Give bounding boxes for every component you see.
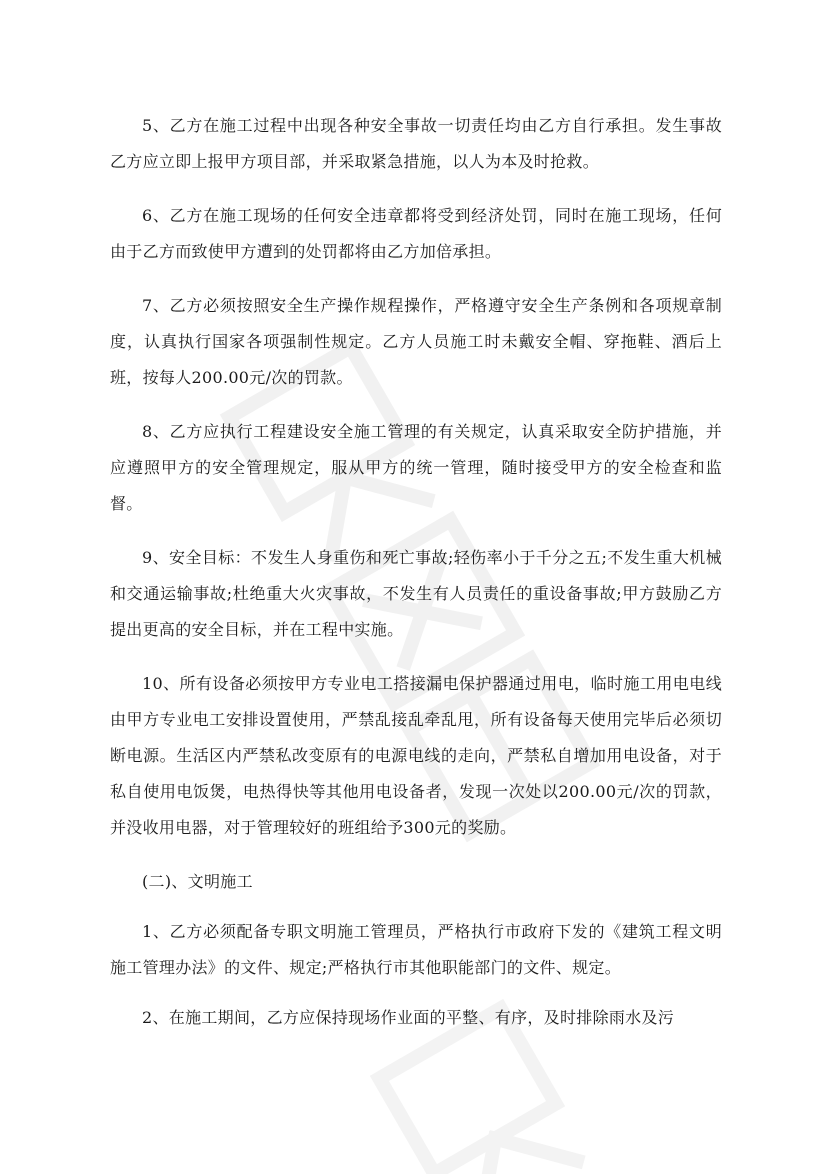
section-heading-civilized-construction: (二)、文明施工 [142,872,253,891]
clause-civilized-1: 1、乙方必须配备专职文明施工管理员，严格执行市政府下发的《建筑工程文明施工管理办法》的文件、规定;严格执行市其他职能部门的文件、规定。 [110,922,722,977]
clause-9: 9、安全目标：不发生人身重伤和死亡事故;轻伤率小于千分之五;不发生重大机械和交通运输事故;杜绝重大火灾事故，不发生有人员责任的重设备事故;甲方鼓励乙方提出更高的安全目标，并在工程中实施。 [110,548,722,639]
document-body [110,108,722,1054]
clause-10: 10、所有设备必须按甲方专业电工搭接漏电保护器通过用电，临时施工用电电线由甲方专业电工安排设置使用，严禁乱接乱牵乱甩，所有设备每天使用完毕后必须切断电源。生活区内严禁私改变原有的电源电线的走向，严禁私自增加用电设备，对于私自使用电饭煲，电热得快等其他用电设备者，发现一次处以200.00元/次的罚款，并没收用电器，对于管理较好的班组给予300元的奖励。 [110,674,722,837]
clause-civilized-2: 2、在施工期间，乙方应保持现场作业面的平整、有序，及时排除雨水及污 [142,1008,675,1027]
clause-7: 7、乙方必须按照安全生产操作规程操作，严格遵守安全生产条例和各项规章制度，认真执行国家各项强制性规定。乙方人员施工时未戴安全帽、穿拖鞋、酒后上班，按每人200.00元/次的罚款。 [110,296,722,387]
clause-8: 8、乙方应执行工程建设安全施工管理的有关规定，认真采取安全防护措施，并应遵照甲方的安全管理规定，服从甲方的统一管理，随时接受甲方的安全检查和监督。 [110,422,722,513]
clause-6: 6、乙方在施工现场的任何安全违章都将受到经济处罚，同时在施工现场，任何由于乙方而致使甲方遭到的处罚都将由乙方加倍承担。 [110,206,722,261]
clause-5: 5、乙方在施工过程中出现各种安全事故一切责任均由乙方自行承担。发生事故乙方应立即上报甲方项目部，并采取紧急措施，以人为本及时抢救。 [110,116,722,171]
